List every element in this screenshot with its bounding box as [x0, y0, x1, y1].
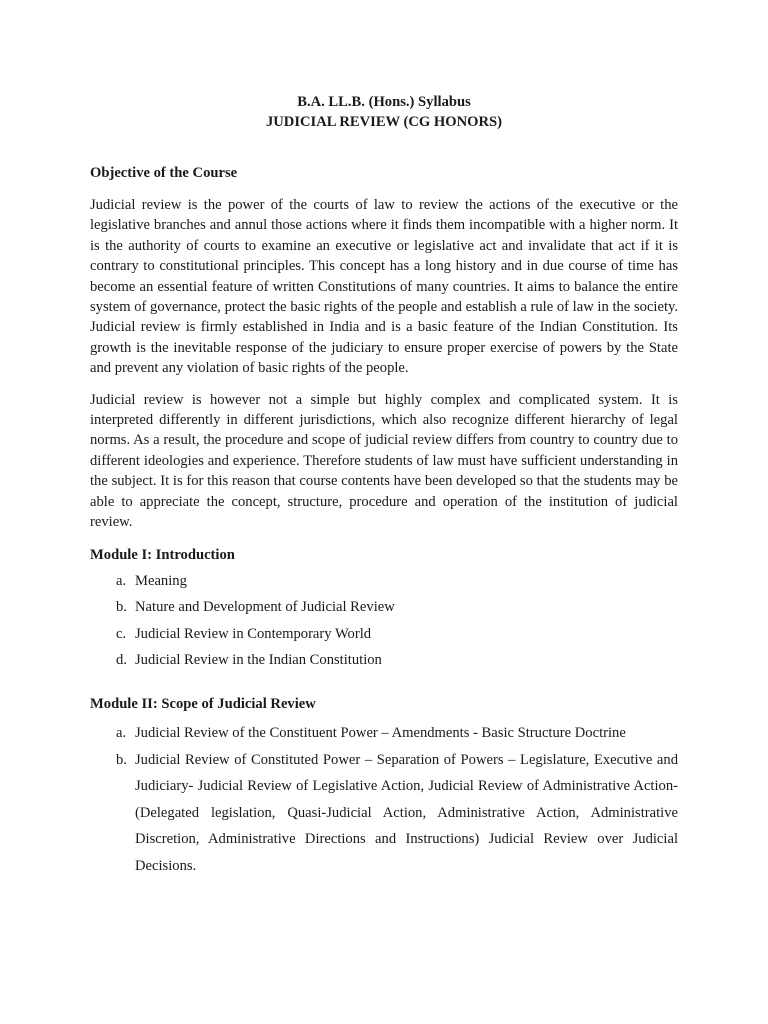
- list-marker: c.: [116, 625, 127, 642]
- list-item: [90, 624, 678, 644]
- document-page: [90, 92, 678, 879]
- objective-paragraph-2: Judicial review is however not a simple but highly complex and complicated system. It is interpreted differently in different jurisdictions, which also recognize different hierarchy of legal norms. As a result, the procedure and scope of judicial review differs from country to country due to different ideologies and experience. Therefore students of law must have sufficient understanding in the subject. It is for this reason that course contents have been developed so that the students may be able to appreciate the concept, structure, procedure and operation of the institution of judicial review.: [90, 391, 678, 531]
- list-item: [90, 650, 678, 670]
- list-item-text: Meaning: [135, 572, 187, 589]
- list-item: [90, 747, 678, 880]
- list-marker: a.: [116, 725, 127, 741]
- module-2-heading: Module II: Scope of Judicial Review: [90, 696, 316, 712]
- document-title: [90, 92, 678, 132]
- list-marker: b.: [116, 599, 127, 615]
- list-item-text: Judicial Review of Constituted Power – Separation of Powers – Legislature, Executive and Judiciary- Judicial Review of Legislative Action, Judicial Review of Administrative Action-(Delegated legislation, Quasi-Judicial Action, Administrative Action, Administrative Discretion, Administrative Directions and Instructions) Judicial Review over Judicial Decisions.: [135, 751, 678, 874]
- list-item-text: Judicial Review in Contemporary World: [135, 625, 372, 642]
- syllabus-title: B.A. LL.B. (Hons.) Syllabus: [297, 94, 471, 110]
- list-marker: a.: [116, 572, 127, 589]
- list-item: [90, 571, 678, 591]
- list-item-text: Nature and Development of Judicial Review: [135, 599, 395, 615]
- list-item-text: Judicial Review of the Constituent Power – Amendments - Basic Structure Doctrine: [135, 725, 626, 741]
- list-item: [90, 720, 678, 747]
- module-2-list: [90, 720, 678, 879]
- list-marker: d.: [116, 652, 127, 668]
- list-item: [90, 597, 678, 617]
- objective-heading: Objective of the Course: [90, 165, 238, 181]
- course-title: JUDICIAL REVIEW (CG HONORS): [265, 114, 503, 130]
- module-1-list: [90, 571, 678, 671]
- module-1-heading: Module I: Introduction: [90, 546, 235, 563]
- list-item-text: Judicial Review in the Indian Constitution: [135, 652, 382, 668]
- objective-paragraph-1: Judicial review is the power of the courts of law to review the actions of the executive or the legislative branches and annul those actions where it finds them incompatible with a higher norm. It is the authority of courts to examine an executive or legislative act and invalidate that act if it is contrary to constitutional principles. This concept has a long history and in due course of time has become an essential feature of written Constitutions of many countries. It aims to balance the entire system of governance, protect the basic rights of the people and establish a rule of law in the society. Judicial review is firmly established in India and is a basic feature of the Indian Constitution. Its growth is the inevitable response of the judiciary to ensure proper exercise of powers by the State and prevent any violation of basic rights of the people.: [90, 197, 678, 377]
- list-marker: b.: [116, 751, 127, 768]
